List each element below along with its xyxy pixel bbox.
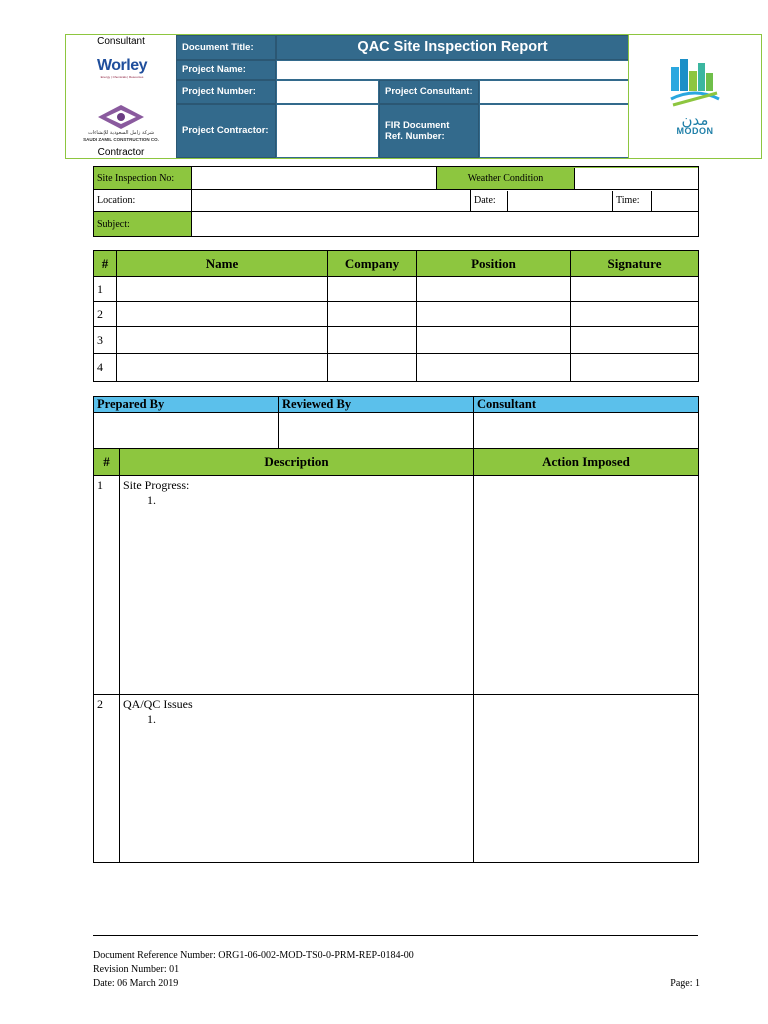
date-time-row <box>471 190 699 212</box>
weather-condition-field[interactable] <box>574 168 698 189</box>
inspection-info-table <box>93 166 699 237</box>
items-header-no: # <box>94 449 120 476</box>
prepared-by-label: Prepared By <box>94 397 279 413</box>
item-action-field[interactable] <box>474 476 699 695</box>
footer-doc-ref: Document Reference Number: ORG1-06-002-MOD-TS0-0-PRM-REP-0184-00 <box>93 950 414 961</box>
attendee-header-position: Position <box>417 251 571 277</box>
attendees-table <box>93 250 699 382</box>
table-row <box>94 695 699 863</box>
attendee-signature-field[interactable] <box>571 327 699 354</box>
attendee-position-field[interactable] <box>417 302 571 327</box>
header-left-logos <box>66 35 177 158</box>
item-number: 1 <box>94 476 120 695</box>
time-label: Time: <box>613 191 652 211</box>
date-label: Date: <box>471 191 508 211</box>
location-field[interactable] <box>192 190 471 212</box>
footer-date: Date: 06 March 2019 <box>93 978 179 989</box>
modon-logo-icon <box>667 53 723 113</box>
footer-divider <box>93 935 698 936</box>
attendee-company-field[interactable] <box>328 302 417 327</box>
attendee-header-no: # <box>94 251 117 277</box>
attendee-row-number: 4 <box>94 354 117 382</box>
table-row <box>94 277 699 302</box>
review-table <box>93 396 699 450</box>
project-number-label: Project Number: <box>176 80 276 104</box>
fir-ref-label: FIR Document Ref. Number: <box>379 104 479 158</box>
date-field[interactable] <box>508 191 613 211</box>
inspection-items-table <box>93 448 699 863</box>
attendee-signature-field[interactable] <box>571 302 699 327</box>
fir-ref-field[interactable] <box>479 104 629 158</box>
footer-page: Page: 1 <box>670 978 700 989</box>
zamil-logo-text: SAUDI ZAMIL CONSTRUCTION CO. <box>83 137 159 142</box>
project-contractor-field[interactable] <box>276 104 379 158</box>
worley-logo: Worley <box>96 57 148 74</box>
attendee-signature-field[interactable] <box>571 354 699 382</box>
table-row <box>94 476 699 695</box>
attendee-name-field[interactable] <box>117 302 328 327</box>
site-inspection-no-field[interactable] <box>192 167 437 190</box>
attendee-position-field[interactable] <box>417 354 571 382</box>
prepared-by-field[interactable] <box>94 413 279 450</box>
subject-field[interactable] <box>192 212 699 237</box>
item-description[interactable] <box>120 695 474 863</box>
weather-row <box>437 167 699 190</box>
weather-condition-label: Weather Condition <box>467 172 544 184</box>
contractor-label: Contractor <box>97 147 145 158</box>
item-number: 2 <box>94 695 120 863</box>
attendee-name-field[interactable] <box>117 354 328 382</box>
item-action-field[interactable] <box>474 695 699 863</box>
reviewed-by-label: Reviewed By <box>279 397 474 413</box>
attendee-company-field[interactable] <box>328 327 417 354</box>
footer-revision: Revision Number: 01 <box>93 964 180 975</box>
consultant-review-field[interactable] <box>474 413 699 450</box>
attendee-row-number: 2 <box>94 302 117 327</box>
table-row <box>94 327 699 354</box>
project-name-label: Project Name: <box>176 60 276 80</box>
document-title-value: QAC Site Inspection Report <box>276 35 629 60</box>
project-consultant-label: Project Consultant: <box>379 80 479 104</box>
modon-logo-text: MODON <box>676 126 714 136</box>
document-title-label: Document Title: <box>176 35 276 60</box>
items-header-action: Action Imposed <box>474 449 699 476</box>
zamil-logo-icon <box>96 103 146 131</box>
item-title: Site Progress: <box>123 478 190 492</box>
reviewed-by-field[interactable] <box>279 413 474 450</box>
attendee-company-field[interactable] <box>328 277 417 302</box>
items-header-description: Description <box>120 449 474 476</box>
project-number-field[interactable] <box>276 80 379 104</box>
time-field[interactable] <box>652 191 698 211</box>
attendee-signature-field[interactable] <box>571 277 699 302</box>
attendee-row-number: 1 <box>94 277 117 302</box>
attendee-header-name: Name <box>117 251 328 277</box>
site-inspection-no-label: Site Inspection No: <box>94 167 192 190</box>
worley-logo-tagline: Energy | Chemicals | Resources <box>100 75 144 79</box>
subject-label: Subject: <box>94 212 192 237</box>
item-title: QA/QC Issues <box>123 697 193 711</box>
project-name-field[interactable] <box>276 60 629 80</box>
attendee-name-field[interactable] <box>117 327 328 354</box>
consultant-review-label: Consultant <box>474 397 699 413</box>
item-bullet: 1. <box>147 712 156 726</box>
modon-logo-arabic: مدن <box>681 111 709 129</box>
attendee-position-field[interactable] <box>417 277 571 302</box>
item-description[interactable] <box>120 476 474 695</box>
item-bullet: 1. <box>147 493 156 507</box>
attendee-company-field[interactable] <box>328 354 417 382</box>
attendee-row-number: 3 <box>94 327 117 354</box>
attendee-position-field[interactable] <box>417 327 571 354</box>
attendee-name-field[interactable] <box>117 277 328 302</box>
attendee-header-company: Company <box>328 251 417 277</box>
document-header <box>65 34 762 159</box>
table-row <box>94 302 699 327</box>
zamil-logo-arabic: شركة زامل السعودية للإنشاءات <box>87 130 155 136</box>
table-row <box>94 354 699 382</box>
location-label: Location: <box>94 190 192 212</box>
attendee-header-signature: Signature <box>571 251 699 277</box>
consultant-label: Consultant <box>97 36 145 47</box>
project-consultant-field[interactable] <box>479 80 629 104</box>
header-right-logo <box>628 35 761 158</box>
project-contractor-label: Project Contractor: <box>176 104 276 158</box>
